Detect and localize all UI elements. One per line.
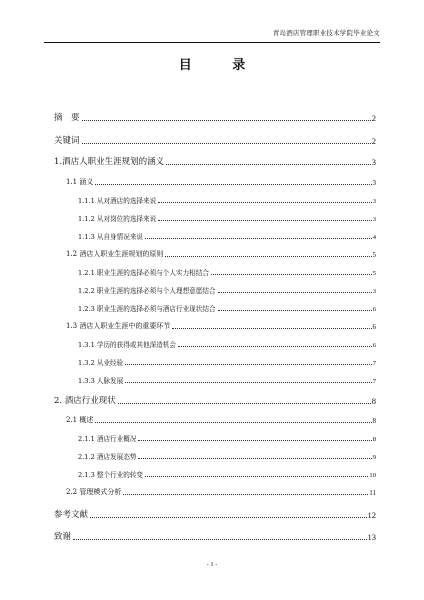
toc-entry[interactable] <box>54 155 376 167</box>
toc-entry-page: 12 <box>367 510 376 520</box>
toc-entry-label: 1.酒店人职业生涯规划的涵义 <box>54 157 165 167</box>
toc-leader <box>73 538 366 540</box>
toc-entry[interactable] <box>66 321 376 331</box>
toc-entry-page: 3 <box>371 157 376 167</box>
toc-entry-label: 1.3.1 学历的获得或其他深造机会 <box>78 341 176 349</box>
toc-entry[interactable] <box>78 357 376 367</box>
toc-leader <box>82 119 371 121</box>
toc-entry[interactable] <box>78 469 376 479</box>
toc-entry-label: 致谢 <box>54 532 72 542</box>
toc-leader <box>123 493 368 495</box>
toc-entry-label: 参考文献 <box>54 510 89 520</box>
toc-leader <box>145 237 372 239</box>
toc-entry[interactable] <box>54 530 376 542</box>
toc-entry-label: 关键词 <box>54 136 80 146</box>
toc-leader <box>166 163 371 165</box>
toc-entry[interactable] <box>78 231 376 241</box>
toc-entry-page: 3 <box>372 216 376 223</box>
toc-entry[interactable] <box>54 134 376 146</box>
toc-entry-label: 2.1.2 酒店发展态势 <box>78 453 137 461</box>
toc-entry[interactable] <box>78 451 376 461</box>
toc-entry-label: 1.2.2 职业生涯的选择必须与个人理想意愿结合 <box>78 287 216 295</box>
toc-entry-page: 3 <box>372 179 376 187</box>
toc-entry-page: 7 <box>372 360 376 367</box>
toc-leader <box>172 327 371 329</box>
toc-entry-page: 3 <box>372 288 376 295</box>
toc-leader <box>125 381 371 383</box>
toc-entry-page: 13 <box>367 532 376 542</box>
toc-leader <box>118 402 371 404</box>
toc-leader <box>145 475 368 477</box>
toc-entry-page: 9 <box>372 454 376 461</box>
toc-leader <box>178 345 372 347</box>
toc-entry-label: 2.1 概述 <box>66 416 94 424</box>
toc-entry-label: 1.2 酒店人职业生涯规划的原则 <box>66 250 164 258</box>
toc-leader <box>82 142 371 144</box>
toc-entry[interactable] <box>78 195 376 205</box>
toc-entry-page: 6 <box>372 306 376 313</box>
toc-entry-label: 1.1.1 从对酒店的选择来说 <box>78 197 157 205</box>
toc-leader <box>158 219 371 221</box>
toc-entry-label: 1.1.2 从对岗位的选择来说 <box>78 215 157 223</box>
toc-entry-page: 6 <box>372 342 376 349</box>
toc-entry[interactable] <box>78 285 376 295</box>
toc-entry-page: 4 <box>372 234 376 241</box>
toc-entry-label: 2. 酒店行业现状 <box>54 396 116 406</box>
toc-entry-page: 2 <box>371 136 376 146</box>
toc-entry-page: 8 <box>372 417 376 425</box>
toc-entry[interactable] <box>78 433 376 443</box>
toc-entry-label: 2.2 管理模式分析 <box>66 488 122 496</box>
toc-entry-label: 2.1.1 酒店行业概况 <box>78 435 137 443</box>
toc-entry[interactable] <box>66 415 376 425</box>
toc-entry[interactable] <box>78 339 376 349</box>
toc-entry[interactable] <box>78 267 376 277</box>
toc-leader <box>165 255 371 257</box>
toc-entry-label: 2.1.3 整个行业的转变 <box>78 471 144 479</box>
toc-leader <box>218 291 372 293</box>
toc-entry-label: 1.2.1 职业生涯的选择必须与个人实力相结合 <box>78 269 209 277</box>
header-text: 青岛酒店管理职业技术学院毕业论文 <box>272 29 380 37</box>
toc-leader <box>158 201 371 203</box>
toc-title: 目 录 <box>178 58 264 73</box>
toc-entry-label: 1.1.3 从自身情况来说 <box>78 233 144 241</box>
page-number: - 1 - <box>206 561 218 568</box>
toc-entry-page: 2 <box>371 113 376 123</box>
toc-entry-page: 6 <box>372 323 376 331</box>
toc-leader <box>138 457 371 459</box>
toc-entry-page: 3 <box>372 198 376 205</box>
toc-entry-label: 摘 要 <box>54 113 80 123</box>
toc-entry-label: 1.3 酒店人职业生涯中的重要环节 <box>66 322 171 330</box>
toc-leader <box>218 309 372 311</box>
toc-entry-page: 8 <box>372 436 376 443</box>
toc-entry-label: 1.2.3 职业生涯的选择必须与酒店行业现状结合 <box>78 305 216 313</box>
toc-entry[interactable] <box>78 375 376 385</box>
toc-entry-page: 5 <box>372 270 376 277</box>
toc-entry[interactable] <box>54 394 376 406</box>
toc-entry-page: 7 <box>372 378 376 385</box>
toc-entry-label: 1.3.2 从业经验 <box>78 359 124 367</box>
toc-entry-label: 1.1 涵义 <box>66 178 94 186</box>
toc-entry-page: 10 <box>369 472 376 479</box>
toc-leader <box>95 421 371 423</box>
toc-entry[interactable] <box>66 177 376 187</box>
toc-entry[interactable] <box>54 508 376 520</box>
toc-entry[interactable] <box>66 249 376 259</box>
toc-entry[interactable] <box>66 487 376 497</box>
toc-entry-page: 8 <box>371 396 376 406</box>
toc-leader <box>90 516 366 518</box>
toc-entry-page: 11 <box>369 489 376 497</box>
toc-entry-page: 5 <box>372 251 376 259</box>
toc-leader <box>211 273 372 275</box>
toc-leader <box>125 363 371 365</box>
toc-entry-label: 1.3.3 人脉发展 <box>78 377 124 385</box>
toc-leader <box>95 183 371 185</box>
toc-leader <box>138 439 371 441</box>
toc-entry[interactable] <box>78 303 376 313</box>
toc-entry[interactable] <box>78 213 376 223</box>
toc-entry[interactable] <box>54 111 376 123</box>
